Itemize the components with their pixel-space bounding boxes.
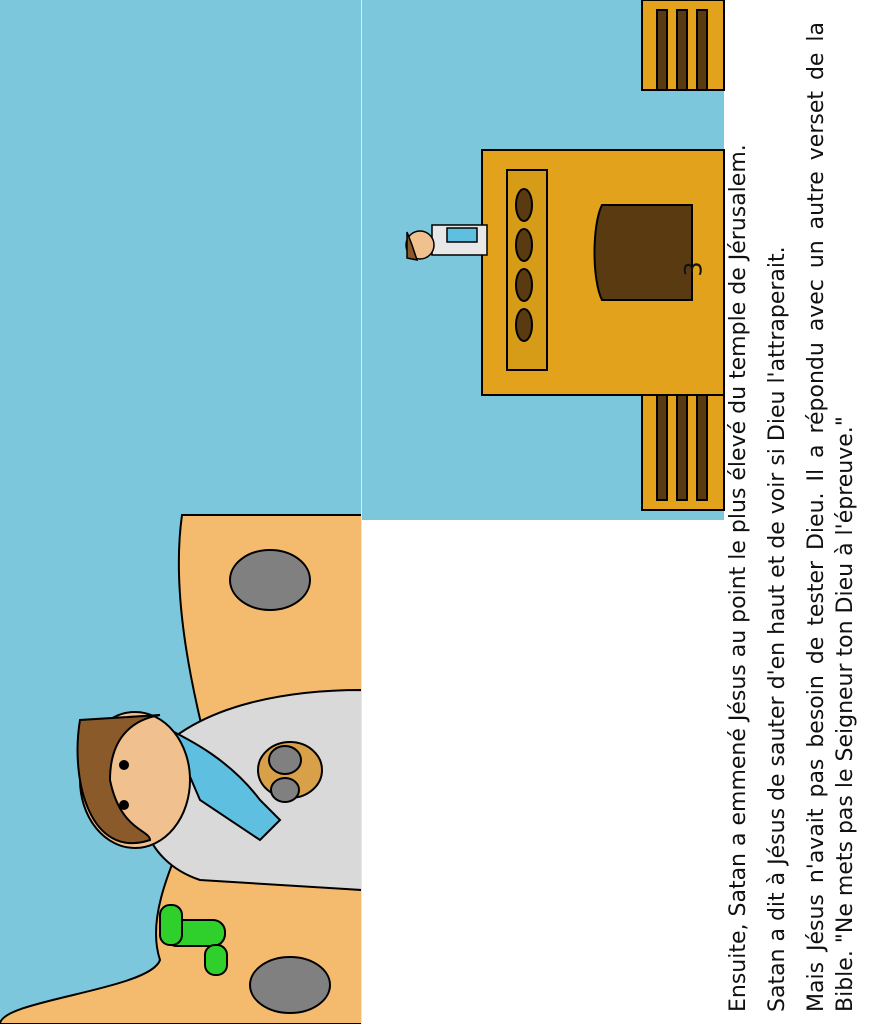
page-3-paragraph-1: Ensuite, Satan a emmené Jésus au point le plus élevé du temple de Jérusalem. bbox=[726, 144, 751, 1012]
page-3-paragraph-3: Mais Jésus n'avait pas besoin de tester Dieu. Il a répondu avec un autre verset de la Bible. "Ne mets pas le Seigneur ton Dieu à l'épreuve." bbox=[804, 22, 858, 1012]
desert-illustration bbox=[0, 0, 362, 1024]
rock-icon bbox=[230, 550, 310, 610]
page-3 bbox=[362, 0, 858, 1024]
temple-illustration bbox=[362, 0, 724, 1024]
page-3-paragraph-2: Satan a dit à Jésus de sauter d'en haut et de voir si Dieu l'attraperait. bbox=[765, 246, 790, 1012]
page-2 bbox=[0, 0, 362, 1024]
page-3-text bbox=[724, 22, 870, 1012]
rock-icon bbox=[250, 957, 330, 1013]
page-number-3: 3 bbox=[679, 261, 708, 277]
